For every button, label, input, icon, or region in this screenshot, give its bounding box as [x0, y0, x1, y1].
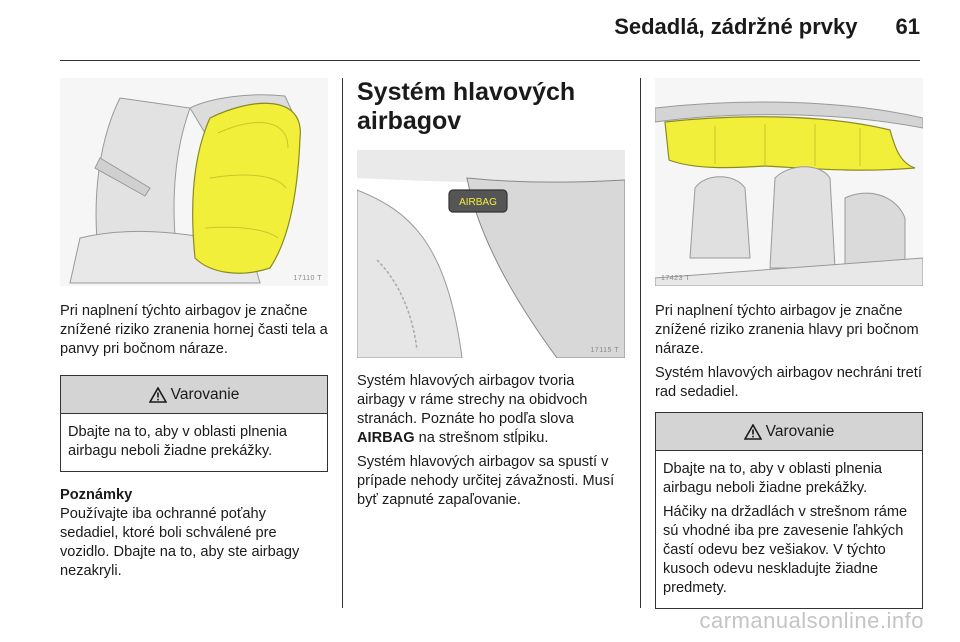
- section-title: Systém hlavových airbagov: [357, 78, 576, 135]
- side-airbag-paragraph: Pri naplnení týchto airbagov je značne znížené riziko zranenia hornej časti tela a panvy pri bočnom náraze.: [60, 303, 328, 357]
- column-2: [357, 78, 625, 510]
- airbag-keyword: AIRBAG: [357, 430, 415, 446]
- figure-code: 17110 T: [293, 275, 322, 282]
- airbag-pillar-drawing: [357, 150, 625, 358]
- airbag-pillar-illustration: [357, 150, 625, 358]
- paragraph-text: Systém hlavových airbagov tvoria airbagy v ráme strechy na obidvoch stranách. Poznáte ho podľa slova: [357, 373, 588, 427]
- curtain-airbag-drawing: [655, 78, 923, 286]
- column-3: [655, 78, 923, 609]
- figure-code: 17423 T: [661, 275, 691, 282]
- side-airbag-drawing: [60, 78, 328, 286]
- column-divider-2: [640, 78, 641, 608]
- curtain-airbag-illustration: [655, 78, 923, 286]
- warning-text: Dbajte na to, aby v oblasti plnenia airbagu neboli žiadne prekážky.: [663, 461, 883, 496]
- warning-header: [656, 413, 922, 451]
- airbag-badge-label: AIRBAG: [459, 197, 497, 208]
- warning-triangle-icon: [149, 387, 167, 403]
- curtain-airbag-paragraph-2: Systém hlavových airbagov nechráni tretí rad sedadiel.: [655, 365, 922, 400]
- side-airbag-illustration: [60, 78, 328, 286]
- warning-box-2: [655, 412, 923, 609]
- head-airbag-paragraph-2: Systém hlavových airbagov sa spustí v prípade nehody určitej závažnosti. Musí byť zapnuté zapaľovanie.: [357, 454, 615, 508]
- note-title: Poznámky: [60, 487, 133, 503]
- header-rule: [60, 60, 920, 61]
- paragraph-text: na strešnom stĺpiku.: [414, 430, 549, 446]
- warning-body: [656, 451, 922, 608]
- warning-text: Háčiky na držadlách v strešnom ráme sú vhodné iba pre zavesenie ľahkých častí odevu bez vešiakov. V týchto kusoch odevu neskladujte žiadne predmety.: [663, 504, 908, 596]
- head-airbag-paragraph-1: [357, 372, 625, 448]
- warning-title: Varovanie: [765, 422, 835, 440]
- page-header-title: Sedadlá, zádržné prvky: [614, 14, 858, 39]
- warning-title: Varovanie: [170, 385, 240, 403]
- warning-box-1: [60, 375, 328, 472]
- column-1: [60, 78, 328, 581]
- figure-code: 17115 T: [590, 347, 619, 354]
- warning-triangle-icon: [744, 424, 762, 440]
- note-text: Používajte iba ochranné poťahy sedadiel, ktoré boli schválené pre vozidlo. Dbajte na to, aby ste airbagy nezakryli.: [60, 506, 300, 579]
- curtain-airbag-paragraph-1: Pri naplnení týchto airbagov je značne znížené riziko zranenia hlavy pri bočnom náraze.: [655, 303, 919, 357]
- watermark: carmanualsonline.info: [699, 608, 924, 633]
- warning-body: [61, 414, 327, 471]
- warning-text: Dbajte na to, aby v oblasti plnenia airbagu neboli žiadne prekážky.: [68, 424, 288, 459]
- warning-header: [61, 376, 327, 414]
- column-divider-1: [342, 78, 343, 608]
- page-number: 61: [895, 14, 920, 39]
- page-header: [614, 14, 920, 40]
